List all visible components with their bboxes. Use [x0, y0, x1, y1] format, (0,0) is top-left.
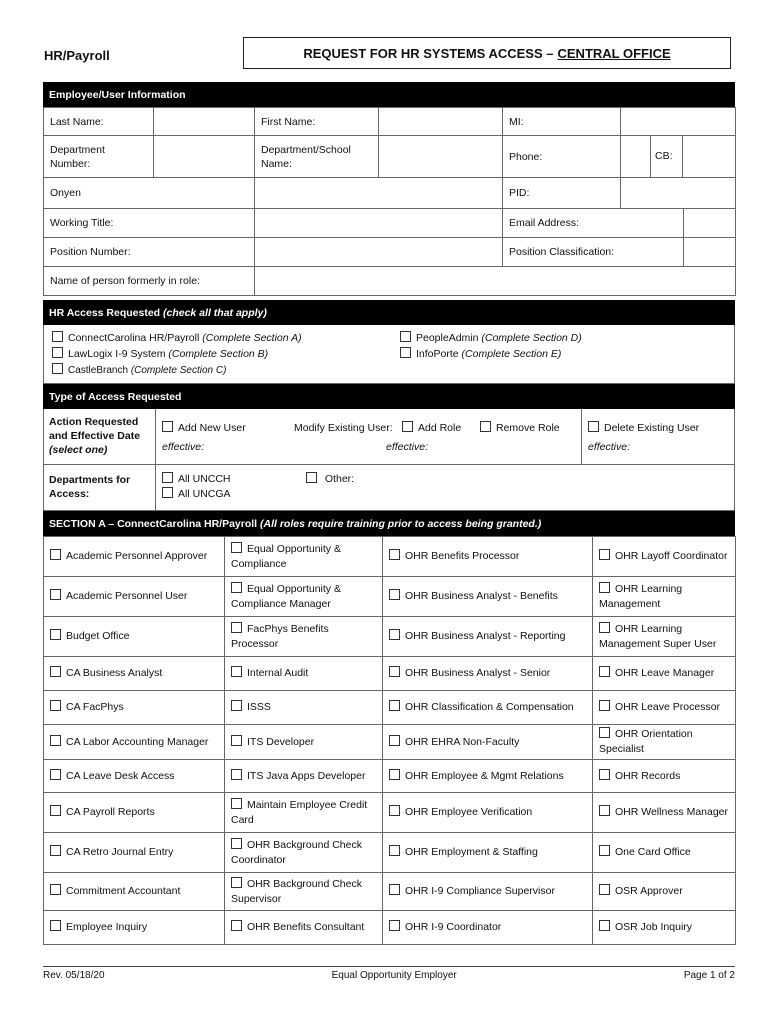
role-option[interactable] — [225, 657, 383, 691]
section-a-roles-table — [43, 536, 736, 945]
hr-access-block — [43, 325, 735, 384]
role-option[interactable] — [593, 537, 736, 577]
checkbox-icon[interactable] — [50, 805, 61, 816]
role-label: OHR Orientation Specialist — [599, 728, 693, 755]
checkbox-icon[interactable] — [389, 589, 400, 600]
role-option[interactable] — [383, 725, 593, 760]
checkbox-icon[interactable] — [52, 363, 63, 374]
role-label: OHR I-9 Compliance Supervisor — [405, 885, 555, 897]
checkbox-icon[interactable] — [50, 629, 61, 640]
revision-date: Rev. 05/18/20 — [43, 970, 105, 981]
role-option[interactable] — [383, 691, 593, 725]
mi-label: MI: — [503, 108, 621, 136]
checkbox-icon[interactable] — [389, 700, 400, 711]
checkbox-icon[interactable] — [389, 884, 400, 895]
onyen-field[interactable] — [255, 178, 503, 209]
checkbox-icon[interactable] — [231, 542, 242, 553]
role-option[interactable] — [225, 725, 383, 760]
add-new-user-effective: effective: — [162, 441, 205, 453]
page-number: Page 1 of 2 — [683, 970, 735, 981]
role-option[interactable] — [44, 793, 225, 833]
role-option[interactable] — [593, 617, 736, 657]
checkbox-icon[interactable] — [50, 589, 61, 600]
checkbox-icon[interactable] — [50, 845, 61, 856]
pid-field[interactable] — [621, 178, 736, 209]
checkbox-icon[interactable] — [50, 769, 61, 780]
department-number-label: Department Number: — [44, 136, 154, 178]
checkbox-icon[interactable] — [231, 877, 242, 888]
table-row — [44, 617, 736, 657]
working-title-field[interactable] — [255, 209, 503, 238]
hr-access-heading-note: (check all that apply) — [163, 307, 267, 319]
role-label: OSR Approver — [615, 885, 683, 897]
section-a-heading-note: (All roles require training prior to access being granted.) — [260, 518, 542, 530]
checkbox-icon[interactable] — [389, 805, 400, 816]
role-label: Commitment Accountant — [66, 885, 181, 897]
role-label: OHR Leave Manager — [615, 667, 715, 679]
role-label: OHR Layoff Coordinator — [615, 550, 728, 562]
former-person-label: Name of person formerly in role: — [44, 267, 255, 296]
department-label: HR/Payroll — [44, 48, 110, 63]
role-option[interactable] — [44, 537, 225, 577]
hr-access-infoporte[interactable]: InfoPorte (Complete Section E) — [400, 347, 561, 361]
first-name-field[interactable] — [379, 108, 503, 136]
checkbox-icon[interactable] — [50, 549, 61, 560]
table-row — [44, 833, 736, 873]
role-option[interactable] — [44, 657, 225, 691]
hr-access-peopleadmin[interactable]: PeopleAdmin (Complete Section D) — [400, 331, 582, 345]
checkbox-icon[interactable] — [400, 331, 411, 342]
role-option[interactable] — [593, 833, 736, 873]
position-classification-field[interactable] — [684, 238, 736, 267]
role-option[interactable] — [44, 577, 225, 617]
role-option[interactable] — [225, 760, 383, 793]
role-option[interactable] — [225, 873, 383, 911]
form-title — [243, 37, 731, 69]
checkbox-icon[interactable] — [599, 920, 610, 931]
role-option[interactable] — [225, 577, 383, 617]
phone-field[interactable] — [621, 136, 651, 177]
form-title-underlined: CENTRAL OFFICE — [557, 45, 671, 61]
modify-effective: effective: — [386, 441, 429, 453]
checkbox-icon[interactable] — [231, 798, 242, 809]
role-label: OHR Background Check Supervisor — [231, 877, 362, 905]
role-option[interactable] — [383, 793, 593, 833]
role-option[interactable] — [383, 833, 593, 873]
checkbox-icon[interactable] — [389, 549, 400, 560]
role-option[interactable] — [593, 911, 736, 945]
checkbox-icon[interactable] — [389, 629, 400, 640]
checkbox-icon[interactable] — [231, 700, 242, 711]
checkbox-icon[interactable] — [599, 769, 610, 780]
checkbox-icon[interactable] — [231, 920, 242, 931]
role-label: OHR Benefits Processor — [405, 550, 520, 562]
role-label: Equal Opportunity & Compliance Manager — [231, 582, 341, 610]
role-label: ISSS — [247, 701, 271, 713]
role-label: CA FacPhys — [66, 701, 124, 713]
departments-label: Departments for Access: — [49, 474, 131, 500]
role-label: CA Labor Accounting Manager — [66, 735, 209, 748]
position-number-label: Position Number: — [44, 238, 255, 267]
role-option[interactable] — [383, 911, 593, 945]
role-label: OHR Learning Management — [599, 582, 683, 610]
role-option[interactable] — [44, 617, 225, 657]
footer-center: Equal Opportunity Employer — [331, 970, 457, 981]
role-label: OHR Wellness Manager — [615, 806, 729, 818]
checkbox-icon[interactable] — [231, 769, 242, 780]
role-label: OHR Classification & Compensation — [405, 701, 574, 713]
role-option[interactable] — [383, 760, 593, 793]
role-option[interactable] — [593, 873, 736, 911]
email-field[interactable] — [684, 209, 736, 238]
hr-access-heading-text: HR Access Requested — [49, 307, 161, 319]
checkbox-icon[interactable] — [599, 582, 610, 593]
role-label: Budget Office — [66, 630, 130, 642]
action-requested-block — [43, 409, 735, 465]
role-label: OHR Employee & Mgmt Relations — [405, 769, 564, 782]
table-row — [44, 760, 736, 793]
checkbox-icon[interactable] — [52, 347, 63, 358]
role-label: Academic Personnel User — [66, 590, 188, 602]
table-row — [44, 911, 736, 945]
checkbox-icon[interactable] — [50, 735, 61, 746]
employee-info-heading: Employee/User Information — [43, 82, 735, 107]
role-label: OHR Employee Verification — [405, 806, 533, 818]
role-option[interactable] — [383, 873, 593, 911]
role-option[interactable] — [593, 577, 736, 617]
role-option[interactable] — [225, 617, 383, 657]
role-label: ITS Java Apps Developer — [247, 769, 366, 782]
former-person-field[interactable] — [255, 267, 736, 296]
section-a-heading — [43, 511, 735, 536]
email-label: Email Address: — [503, 209, 684, 238]
role-option[interactable] — [44, 691, 225, 725]
all-uncga-option[interactable]: All UNCGA — [162, 487, 231, 501]
checkbox-icon[interactable] — [231, 735, 242, 746]
phone-label: Phone: — [503, 136, 621, 178]
role-label: Internal Audit — [247, 667, 309, 679]
checkbox-icon[interactable] — [50, 666, 61, 677]
role-option[interactable] — [383, 537, 593, 577]
other-option[interactable]: Other: — [306, 472, 354, 486]
checkbox-icon[interactable] — [162, 487, 173, 498]
role-label: Academic Personnel Approver — [66, 550, 208, 562]
role-label: ITS Developer — [247, 735, 315, 748]
department-school-name-label: Department/School Name: — [255, 136, 379, 178]
role-option[interactable] — [225, 691, 383, 725]
checkbox-icon[interactable] — [231, 838, 242, 849]
checkbox-icon[interactable] — [389, 666, 400, 677]
checkbox-icon[interactable] — [389, 769, 400, 780]
role-label: Maintain Employee Credit Card — [231, 798, 368, 826]
table-row — [44, 725, 736, 760]
checkbox-icon[interactable] — [231, 622, 242, 633]
checkbox-icon[interactable] — [162, 421, 173, 432]
role-label: OHR Business Analyst - Reporting — [405, 630, 566, 642]
access-type-heading: Type of Access Requested — [43, 384, 735, 409]
role-label: FacPhys Benefits Processor — [231, 622, 329, 650]
role-label: OHR Background Check Coordinator — [231, 838, 362, 866]
form-title-main: REQUEST FOR HR SYSTEMS ACCESS – — [303, 45, 554, 61]
table-row — [44, 657, 736, 691]
role-label: OHR Benefits Consultant — [247, 921, 365, 933]
department-school-name-field[interactable] — [379, 136, 503, 178]
role-option[interactable] — [44, 911, 225, 945]
pid-label: PID: — [503, 178, 621, 209]
role-label: OHR Employment & Staffing — [405, 846, 538, 858]
phone-cb-cell — [621, 136, 736, 178]
role-option[interactable] — [44, 833, 225, 873]
checkbox-icon[interactable] — [599, 549, 610, 560]
all-uncch-option[interactable]: All UNCCH — [162, 472, 231, 486]
working-title-label: Working Title: — [44, 209, 255, 238]
role-label: CA Leave Desk Access — [66, 769, 175, 782]
role-option[interactable] — [225, 537, 383, 577]
checkbox-icon[interactable] — [599, 727, 610, 738]
role-option[interactable] — [593, 691, 736, 725]
role-label: OSR Job Inquiry — [615, 921, 693, 933]
role-option[interactable] — [44, 760, 225, 793]
position-classification-label: Position Classification: — [503, 238, 684, 267]
checkbox-icon[interactable] — [599, 700, 610, 711]
modify-existing-label: Modify Existing User: — [294, 422, 393, 434]
employee-info-table — [43, 107, 736, 296]
last-name-label: Last Name: — [44, 108, 154, 136]
checkbox-icon[interactable] — [52, 331, 63, 342]
role-label: OHR Leave Processor — [615, 701, 721, 713]
checkbox-icon[interactable] — [389, 845, 400, 856]
role-label: OHR Business Analyst - Benefits — [405, 590, 558, 602]
hr-access-lawlogix[interactable]: LawLogix I-9 System (Complete Section B) — [52, 347, 268, 361]
role-option[interactable] — [225, 833, 383, 873]
role-label: OHR Business Analyst - Senior — [405, 667, 551, 679]
role-option[interactable] — [593, 760, 736, 793]
role-label: CA Payroll Reports — [66, 806, 155, 818]
departments-block — [43, 465, 735, 511]
checkbox-icon[interactable] — [389, 735, 400, 746]
checkbox-icon[interactable] — [231, 582, 242, 593]
add-role-option[interactable]: Add Role — [402, 421, 461, 435]
role-label: OHR Learning Management Super User — [599, 622, 717, 650]
checkbox-icon[interactable] — [599, 884, 610, 895]
table-row — [44, 537, 736, 577]
checkbox-icon[interactable] — [400, 347, 411, 358]
checkbox-icon[interactable] — [231, 666, 242, 677]
section-a-heading-text: SECTION A – ConnectCarolina HR/Payroll — [49, 518, 258, 530]
hr-access-heading — [43, 300, 735, 325]
mi-field[interactable] — [621, 108, 736, 136]
first-name-label: First Name: — [255, 108, 379, 136]
table-row — [44, 577, 736, 617]
add-new-user-option[interactable]: Add New User — [162, 421, 246, 435]
role-option[interactable] — [593, 725, 736, 760]
role-label: Employee Inquiry — [66, 921, 148, 933]
checkbox-icon[interactable] — [599, 805, 610, 816]
checkbox-icon[interactable] — [599, 666, 610, 677]
role-label: OHR Records — [615, 769, 681, 782]
role-option[interactable] — [383, 617, 593, 657]
table-row — [44, 873, 736, 911]
footer — [43, 966, 735, 981]
action-requested-label: Action Requested and Effective Date (select one) — [49, 416, 141, 456]
checkbox-icon[interactable] — [50, 700, 61, 711]
role-option[interactable] — [383, 657, 593, 691]
role-option[interactable] — [225, 793, 383, 833]
role-option[interactable] — [593, 793, 736, 833]
role-option[interactable] — [593, 657, 736, 691]
position-number-field[interactable] — [255, 238, 503, 267]
checkbox-icon[interactable] — [402, 421, 413, 432]
delete-user-option[interactable]: Delete Existing User — [588, 421, 699, 435]
role-label: CA Retro Journal Entry — [66, 846, 174, 858]
cb-field[interactable] — [683, 136, 735, 177]
last-name-field[interactable] — [154, 108, 255, 136]
role-label: OHR I-9 Coordinator — [405, 921, 502, 933]
checkbox-icon[interactable] — [389, 920, 400, 931]
table-row — [44, 691, 736, 725]
checkbox-icon[interactable] — [50, 884, 61, 895]
checkbox-icon[interactable] — [306, 472, 317, 483]
role-label: One Card Office — [615, 846, 691, 858]
role-label: CA Business Analyst — [66, 667, 163, 679]
onyen-label: Onyen — [44, 178, 255, 209]
table-row — [44, 793, 736, 833]
hr-access-castlebranch[interactable]: CastleBranch (Complete Section C) — [52, 363, 226, 378]
checkbox-icon[interactable] — [162, 472, 173, 483]
department-number-field[interactable] — [154, 136, 255, 178]
role-label: Equal Opportunity & Compliance — [231, 542, 341, 570]
checkbox-icon[interactable] — [599, 845, 610, 856]
role-label: OHR EHRA Non-Faculty — [405, 735, 520, 748]
delete-effective: effective: — [588, 441, 631, 453]
checkbox-icon[interactable] — [50, 920, 61, 931]
checkbox-icon[interactable] — [599, 622, 610, 633]
role-option[interactable] — [44, 873, 225, 911]
checkbox-icon[interactable] — [480, 421, 491, 432]
cb-label: CB: — [651, 136, 683, 177]
checkbox-icon[interactable] — [588, 421, 599, 432]
remove-role-option[interactable]: Remove Role — [480, 421, 560, 435]
hr-access-connectcarolina[interactable]: ConnectCarolina HR/Payroll (Complete Section A) — [52, 331, 302, 345]
role-option[interactable] — [383, 577, 593, 617]
role-option[interactable] — [225, 911, 383, 945]
role-option[interactable] — [44, 725, 225, 760]
